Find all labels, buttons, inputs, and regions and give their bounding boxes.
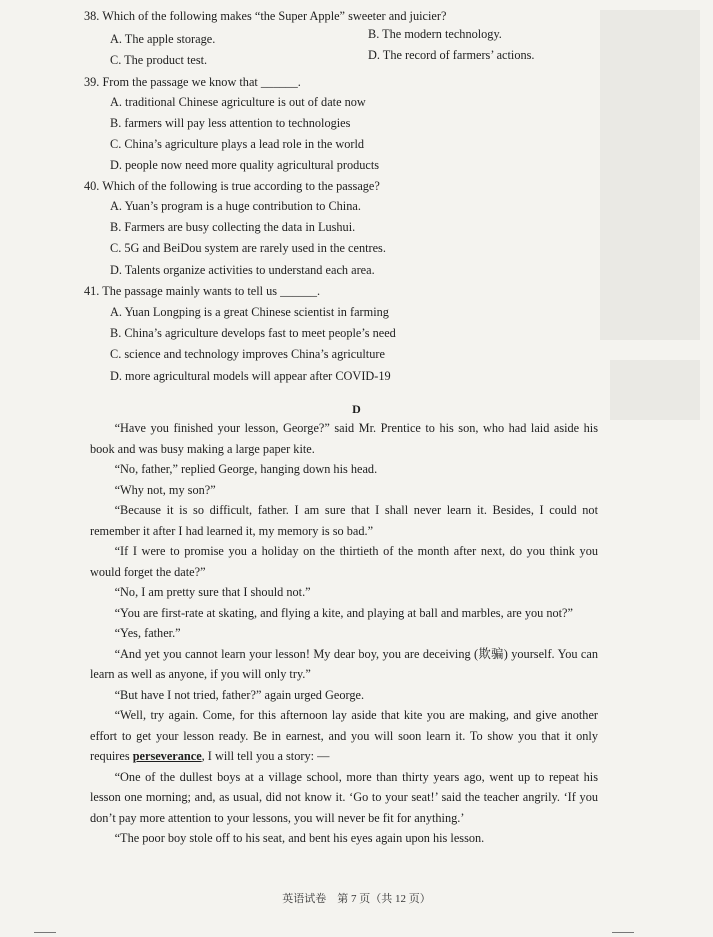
- passage-text: , I will tell you a story: —: [201, 749, 330, 763]
- question-40-option-d: D. Talents organize activities to understand each area.: [110, 263, 375, 277]
- passage-paragraph: “Yes, father.”: [114, 626, 181, 640]
- question-40-option-a: A. Yuan’s program is a huge contribution to China.: [110, 199, 361, 213]
- question-41-option-a: A. Yuan Longping is a great Chinese scientist in farming: [110, 305, 389, 319]
- question-38-option-b: B. The modern technology.: [368, 27, 502, 41]
- question-41-option-c: C. science and technology improves China’s agriculture: [110, 347, 385, 361]
- question-39-option-a: A. traditional Chinese agriculture is out of date now: [110, 95, 366, 109]
- passage-text: “Well, try again. Come, for this afternoon lay aside that kite you are making, and give another effort to get your lesson ready. Be in earnest, and you will soon learn it. To show you that it only requires: [90, 708, 598, 763]
- question-40-option-b: B. Farmers are busy collecting the data in Lushui.: [110, 220, 356, 234]
- question-39-stem: 39. From the passage we know that ______.: [84, 75, 301, 89]
- question-39-option-d: D. people now need more quality agricultural products: [110, 158, 380, 172]
- question-38-option-a: A. The apple storage.: [110, 32, 216, 46]
- passage-paragraph: “Because it is so difficult, father. I am sure that I shall never learn it. Besides, I could not remember it after I had learned it, my memory is so bad.”: [90, 503, 598, 538]
- question-41-option-d: D. more agricultural models will appear after COVID-19: [110, 369, 391, 383]
- question-39-option-c: C. China’s agriculture plays a lead role in the world: [110, 137, 365, 151]
- question-38-option-d: D. The record of farmers’ actions.: [368, 48, 535, 62]
- crop-mark-left: [34, 932, 56, 933]
- passage-paragraph: “No, I am pretty sure that I should not.”: [114, 585, 311, 599]
- question-40-stem: 40. Which of the following is true according to the passage?: [84, 179, 380, 193]
- question-38-stem: 38. Which of the following makes “the Super Apple” sweeter and juicier?: [84, 9, 447, 23]
- reading-passage: [90, 418, 598, 849]
- section-heading: D: [352, 402, 361, 416]
- passage-paragraph: “Have you finished your lesson, George?” said Mr. Prentice to his son, who had laid aside his book and was busy making a large paper kite.: [90, 421, 598, 456]
- passage-paragraph: [90, 705, 598, 767]
- passage-paragraph: “You are first-rate at skating, and flying a kite, and playing at ball and marbles, are you not?”: [114, 605, 573, 620]
- passage-paragraph: “Why not, my son?”: [114, 482, 216, 497]
- passage-paragraph: “No, father,” replied George, hanging down his head.: [114, 462, 378, 476]
- keyword-perseverance: perseverance: [132, 749, 202, 763]
- bleed-through-right: [600, 10, 700, 340]
- question-39-option-b: B. farmers will pay less attention to technologies: [110, 116, 351, 130]
- passage-paragraph: “But have I not tried, father?” again urged George.: [114, 687, 365, 702]
- passage-paragraph: “One of the dullest boys at a village school, more than thirty years ago, went up to repeat his lesson one morning; and, as usual, did not know it. ‘Go to your seat!’ said the teacher angrily. ‘If you don’t pay more attention to your lessons, you will never be fit for anything.’: [90, 769, 598, 825]
- passage-paragraph: “If I were to promise you a holiday on the thirtieth of the month after next, do you think you would forget the date?”: [90, 544, 598, 579]
- passage-paragraph: “The poor boy stole off to his seat, and bent his eyes again upon his lesson.: [114, 831, 485, 845]
- question-38-option-c: C. The product test.: [110, 53, 208, 67]
- question-41-option-b: B. China’s agriculture develops fast to meet people’s need: [110, 326, 396, 340]
- passage-paragraph: “And yet you cannot learn your lesson! My dear boy, you are deceiving (欺骗) yourself. You can learn as well as anyone, if you will only try.”: [90, 646, 598, 681]
- crop-mark-right: [612, 932, 634, 933]
- question-40-option-c: C. 5G and BeiDou system are rarely used in the centres.: [110, 241, 386, 255]
- page-footer: 英语试卷 第 7 页（共 12 页）: [282, 893, 431, 905]
- question-41-stem: 41. The passage mainly wants to tell us ______.: [84, 284, 321, 298]
